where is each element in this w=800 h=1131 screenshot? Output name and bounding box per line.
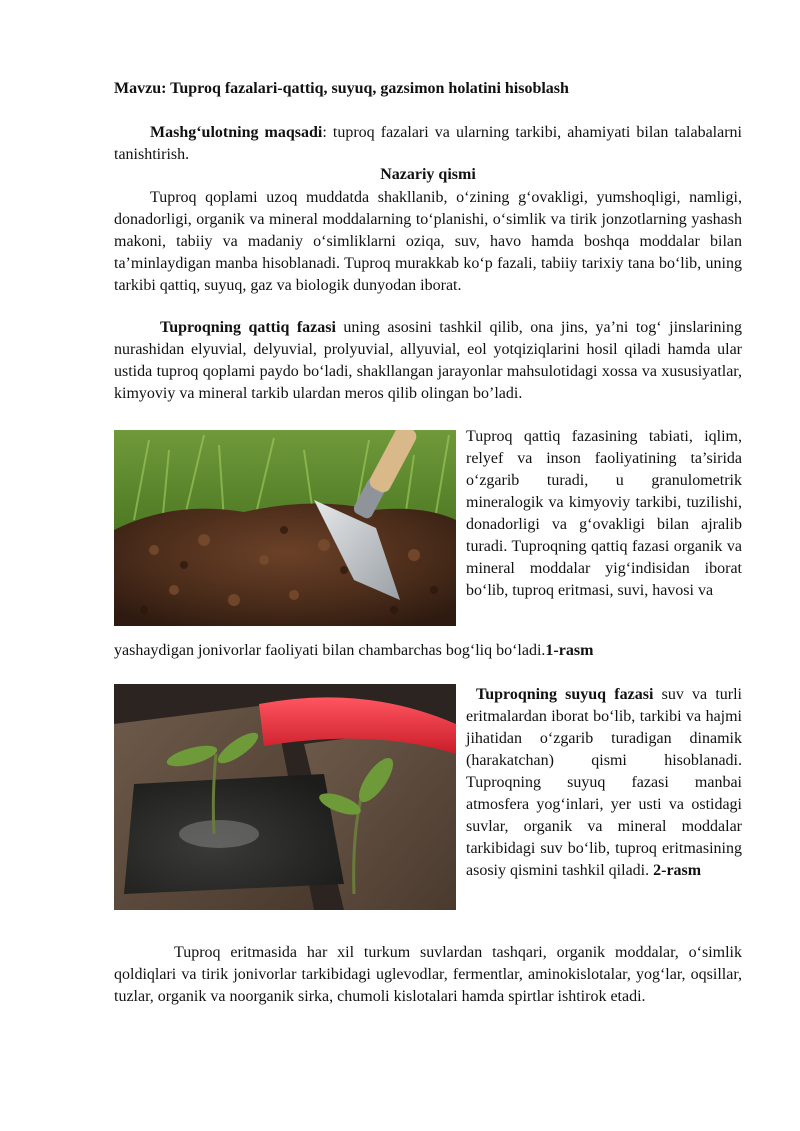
figure-1-ref: 1-rasm [545, 642, 594, 659]
solid-phase-tail-text: yashaydigan jonivorlar faoliyati bilan chambarchas bog‘liq bo‘ladi. [114, 642, 546, 659]
aim-text: : tuproq fazalari va ularning tarkibi, ahamiyati bilan talabalarni tanishtirish. [114, 124, 743, 163]
aim-label: Mashg‘ulotning maqsadi [150, 124, 323, 141]
intro-paragraph: Tuproq qoplami uzoq muddatda shakllanib, o‘zining g‘ovakligi, yumshoqligi, namligi, donadorligi, organik va mineral moddalarning to‘planishi, o‘simlik va tirik jonzotlarning yashash makoni, tabiiy va madaniy o‘simliklarni oziqa, suv, havo hamda boshqa moddalar bilan ta’minlaydigan manba hisoblanadi. Tuproq murakkab ko‘p fazali, tabiiy tarixiy tana bo‘lib, uning tarkibi qattiq, suyuq, gaz va biologik dunyodan iborat. [114, 189, 742, 294]
figure-2-ref: 2-rasm [653, 862, 702, 879]
solution-paragraph: Tuproq eritmasida har xil turkum suvlardan tashqari, organik moddalar, o‘simlik qoldiqlari va tirik jonivorlar tarkibidagi uglevodlar, fermentlar, aminokislotalar, yog‘lar, oqsillar, tuzlar, organik va noorganik sirka, chumoli kislotalari hamda spirtlar ishtirok etadi. [114, 944, 742, 1005]
section-heading: Nazariy qismi [380, 166, 476, 183]
figure-1-soil-trowel [114, 430, 456, 626]
liquid-phase-label: Tuproqning suyuq fazasi [476, 686, 654, 703]
solid-phase-tail [114, 640, 742, 662]
liquid-phase-text: suv va turli eritmalardan iborat bo‘lib, tarkibi va hajmi jihatidan o‘zgarib turadigan dinamik (harakatchan) qismi hisoblanadi. Tuproqning suyuq fazasi manbai atmosfera yog‘inlari, yer usti va ostidagi suvlar, organik va mineral moddalar tarkibidagi suv bo‘lib, tuproq eritmasining asosiy qismini tashkil qiladi. [466, 686, 742, 879]
solid-phase-paragraph [114, 317, 742, 405]
solid-phase-label: Tuproqning qattiq fazasi [160, 319, 336, 336]
document-title: Mavzu: Tuproq fazalari-qattiq, suyuq, gazsimon holatini hisoblash [114, 80, 569, 97]
figure-2-seedling-watering [114, 684, 456, 910]
liquid-phase-side-text [466, 684, 742, 882]
solid-phase-text: uning asosini tashkil qilib, ona jins, ya’ni tog‘ jinslarining nurashidan elyuvial, delyuvial, prolyuvial, allyuvial, eol yotqiziqlarini hosil qiladi hamda ular ustida tuproq qoplami paydo bo‘ladi, shakllangan jarayonlar mahsulotidagi xossa va xususiyatlar, kimyoviy va mineral tarkib ulardan meros qilib olingan bo’ladi. [114, 319, 743, 402]
aim-paragraph [114, 122, 742, 166]
solid-phase-side-text: Tuproq qattiq fazasining tabiati, iqlim, relyef va inson faoliyatining ta’sirida o‘zgarib turadi, u granulometrik mineralogik va kimyoviy tarkibi, tuzilishi, donadorligi va g‘ovakligi bilan ajralib turadi. Tuproqning qattiq fazasi organik va mineral moddalar yig‘indisidan iborat bo‘lib, tuproq eritmasi, suvi, havosi va [466, 428, 742, 599]
